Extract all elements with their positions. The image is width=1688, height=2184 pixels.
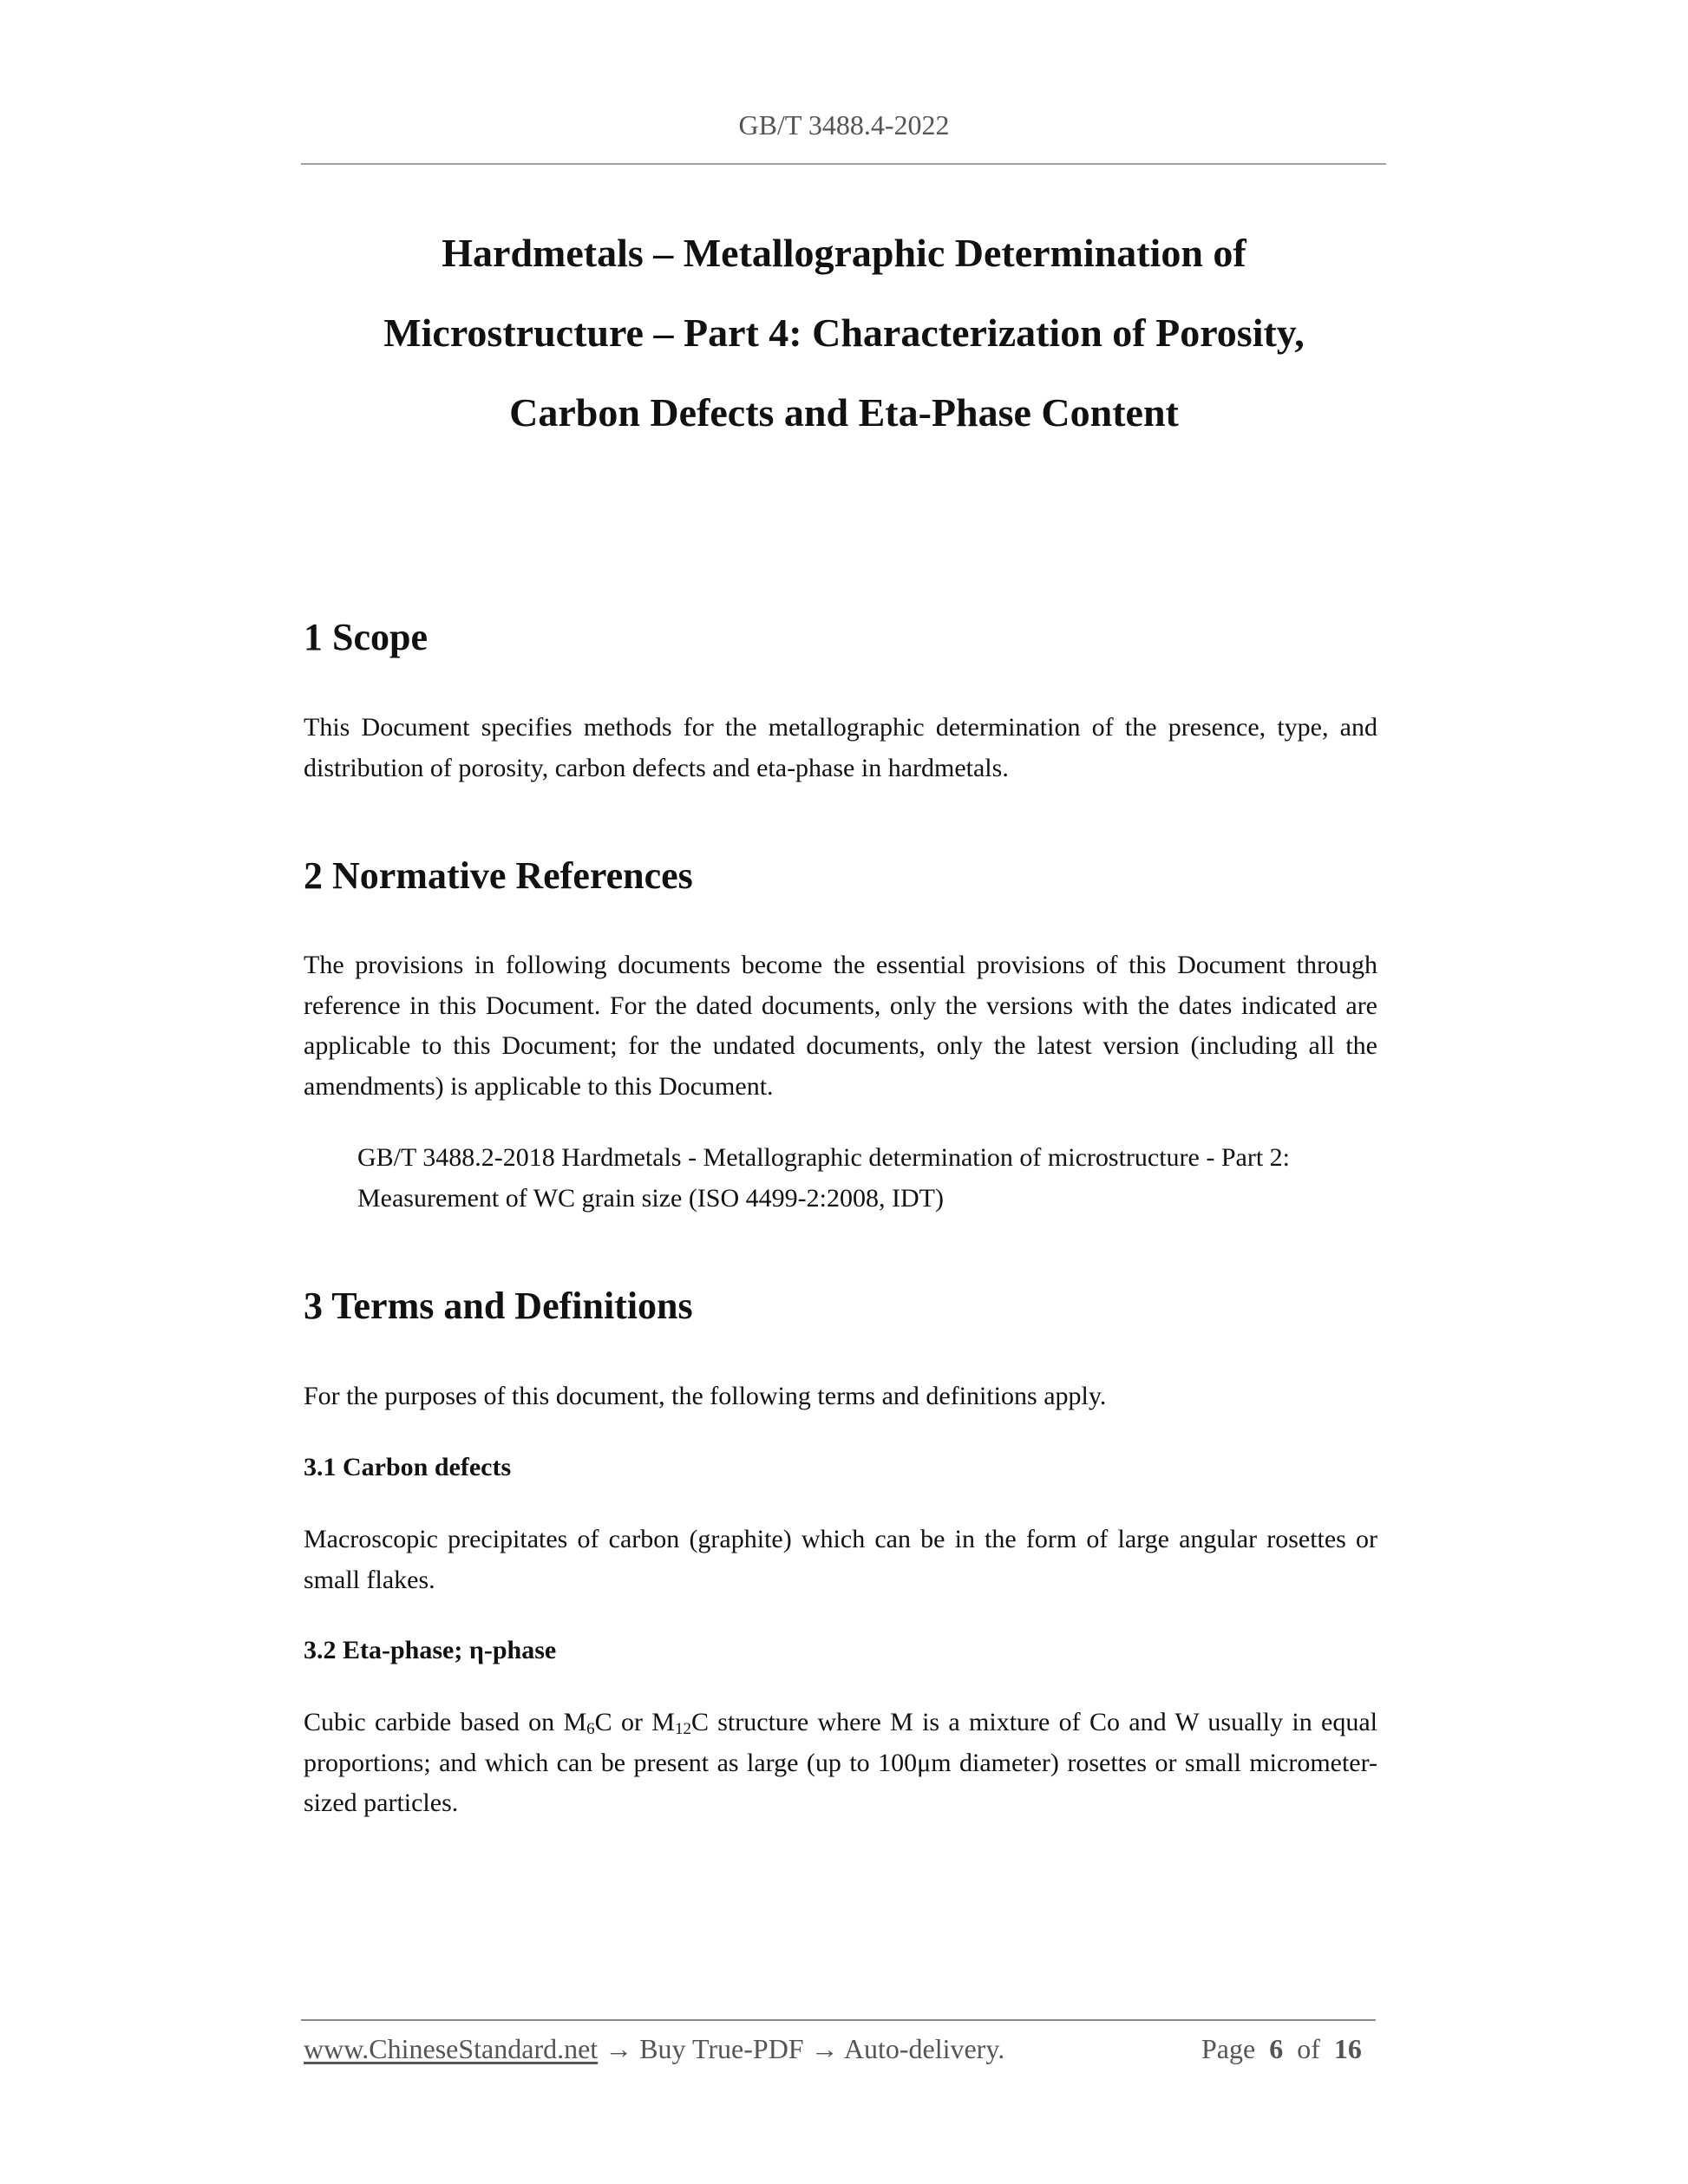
normative-reference-item: GB/T 3488.2-2018 Hardmetals - Metallographic determination of microstructure - Part 2: Measurement of WC grain size (ISO 4499-2:2008, IDT) xyxy=(357,1143,1291,1213)
arrow-right-icon: → xyxy=(803,2033,844,2064)
page-of-label: of xyxy=(1297,2033,1320,2064)
footer-buy-true-pdf: Buy True-PDF xyxy=(639,2033,804,2064)
page-current: 6 xyxy=(1269,2033,1284,2064)
footer-auto-delivery: Auto-delivery. xyxy=(843,2033,1005,2064)
footer-divider xyxy=(301,2019,1376,2021)
page-indicator xyxy=(1201,2031,1362,2066)
page-label: Page xyxy=(1201,2033,1256,2064)
arrow-right-icon: → xyxy=(598,2033,640,2064)
scope-paragraph: This Document specifies methods for the metallographic determination of the presence, type, and distribution of porosity, carbon defects and eta-phase in hardmetals. xyxy=(304,713,1377,782)
section-heading-scope: 1 Scope xyxy=(304,616,428,658)
term-heading-eta-phase: 3.2 Eta-phase; η-phase xyxy=(304,1636,557,1664)
eta-def-text-c: C structure where M is a mixture of Co and W usually in equal proportions; and which can be present as large (up to 100μm diameter) rosettes or small micrometer-sized particles. xyxy=(304,1708,1377,1817)
footer-promo xyxy=(304,2031,1004,2066)
eta-def-text-a: Cubic carbide based on M xyxy=(304,1708,587,1736)
document-title xyxy=(0,213,1688,453)
term-definition-carbon-defects: Macroscopic precipitates of carbon (graphite) which can be in the form of large angular rosettes or small flakes. xyxy=(304,1525,1377,1594)
section-heading-terms-definitions: 3 Terms and Definitions xyxy=(304,1285,693,1327)
term-heading-carbon-defects: 3.1 Carbon defects xyxy=(304,1453,512,1481)
terms-intro-paragraph: For the purposes of this document, the following terms and definitions apply. xyxy=(304,1382,1107,1410)
normative-references-paragraph: The provisions in following documents become the essential provisions of this Document through reference in this Document. For the dated documents, only the versions with the dates indicated are applicable to this Document; for the undated documents, only the latest version (including all the amendments) is applicable to this Document. xyxy=(304,951,1377,1101)
term-definition-eta-phase xyxy=(304,1703,1377,1824)
title-line-1: Hardmetals – Metallographic Determination of xyxy=(442,231,1246,275)
title-line-3: Carbon Defects and Eta-Phase Content xyxy=(509,390,1179,435)
chinese-standard-link[interactable]: www.ChineseStandard.net xyxy=(304,2033,599,2064)
running-header-standard-code: GB/T 3488.4-2022 xyxy=(738,109,950,141)
header-divider xyxy=(301,163,1386,165)
eta-def-subscript-6: 6 xyxy=(586,1720,595,1738)
section-heading-normative-references: 2 Normative References xyxy=(304,854,693,897)
eta-def-text-b: C or M xyxy=(594,1708,675,1736)
title-line-2: Microstructure – Part 4: Characterization of Porosity, xyxy=(383,311,1305,355)
eta-def-subscript-12: 12 xyxy=(674,1720,691,1738)
page-total: 16 xyxy=(1333,2033,1362,2064)
